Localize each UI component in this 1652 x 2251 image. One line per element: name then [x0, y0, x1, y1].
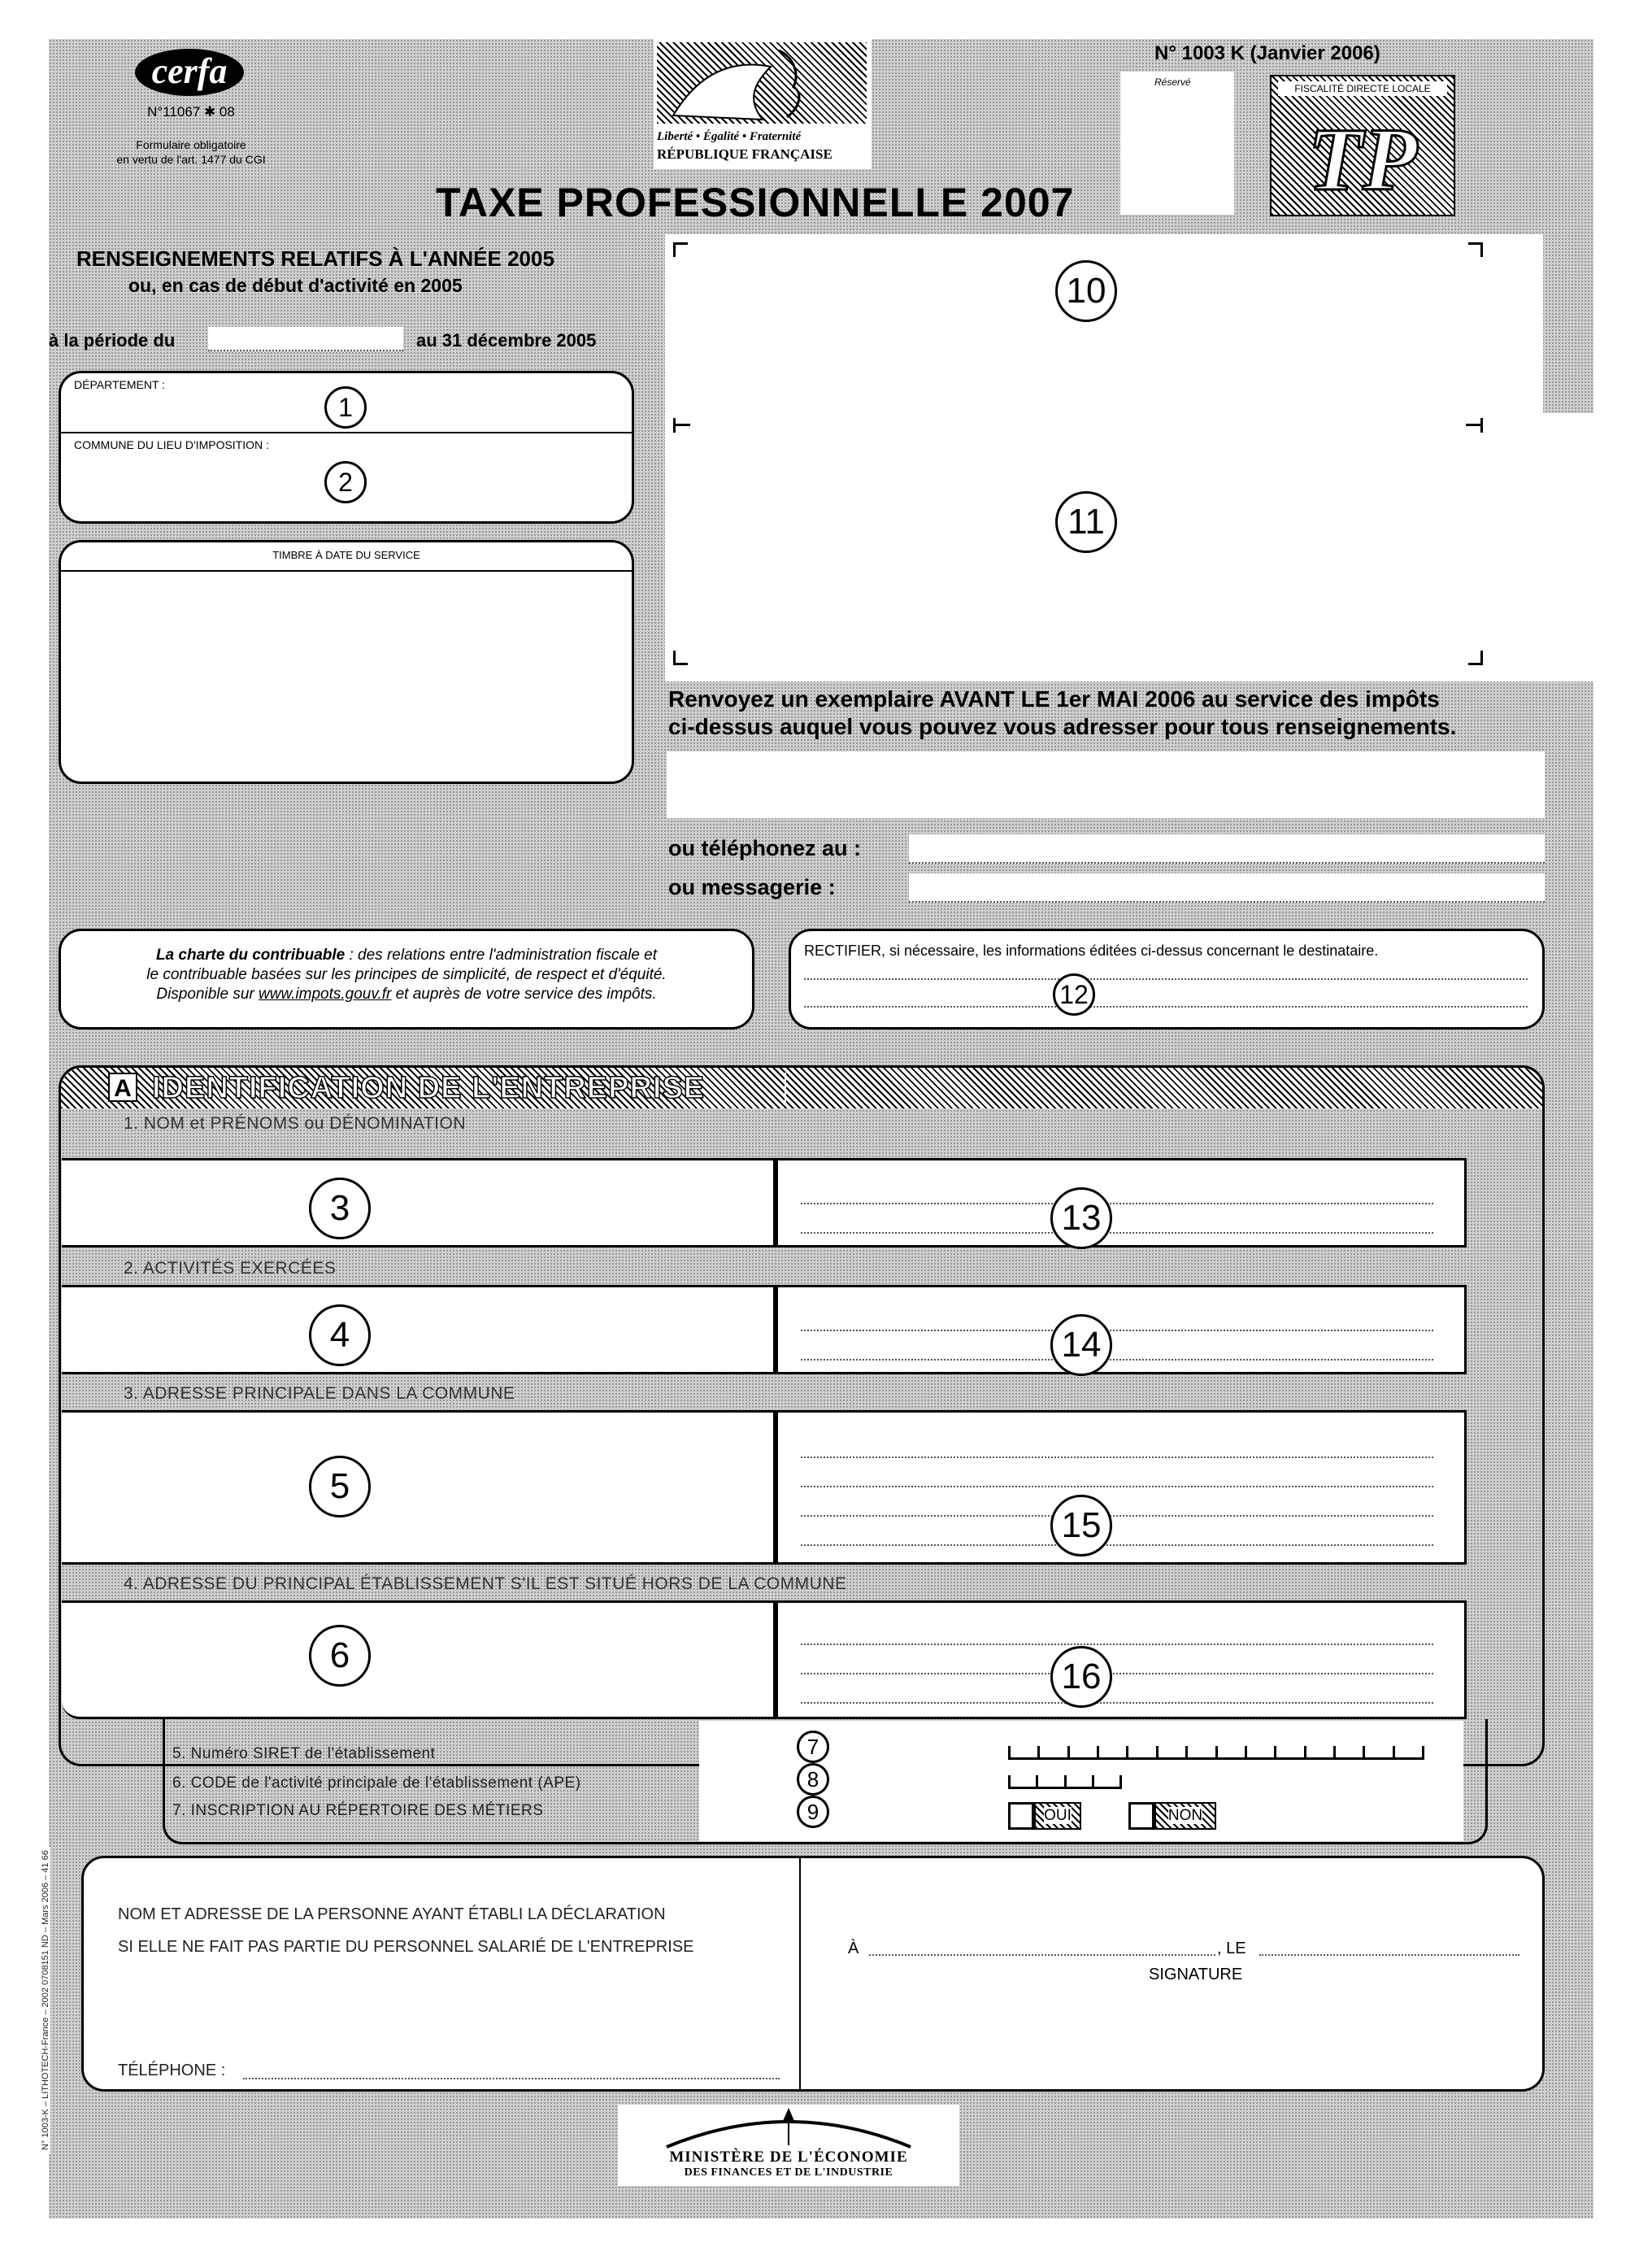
- mail-field[interactable]: [909, 873, 1545, 903]
- dotted-line: [801, 1515, 1433, 1517]
- rectifier-line: [804, 978, 1528, 980]
- fiscalite-label: FISCALITÉ DIRECTE LOCALE: [1278, 81, 1447, 96]
- mid-mark-left: [673, 418, 689, 433]
- return-notice-line-2: ci-dessus auquel vous pouvez vous adresser pour tous renseignements.: [668, 714, 1457, 739]
- period-title: RENSEIGNEMENTS RELATIFS À L'ANNÉE 2005: [76, 246, 554, 271]
- dotted-line: [801, 1456, 1433, 1458]
- marker-13: 13: [1050, 1187, 1112, 1249]
- field-1-label: 1. NOM et PRÉNOMS ou DÉNOMINATION: [124, 1114, 467, 1133]
- place-field[interactable]: [869, 1954, 1215, 1956]
- section-a-separator: [785, 1073, 786, 1104]
- comb-tick: [1274, 1746, 1276, 1757]
- form-sheet: [41, 39, 1593, 2218]
- marker-6: 6: [309, 1625, 371, 1687]
- charte-line-1: [69, 946, 744, 965]
- comb-tick: [1156, 1746, 1159, 1757]
- phone-field[interactable]: [909, 834, 1545, 864]
- marianne-emblem-icon: [657, 42, 867, 124]
- dotted-line: [801, 1359, 1433, 1361]
- comb-tick: [1036, 1775, 1038, 1787]
- address-window-lower: [665, 413, 1593, 681]
- ministry-logo: [618, 2105, 959, 2186]
- field-2-label: 2. ACTIVITÉS EXERCÉES: [124, 1259, 337, 1278]
- mail-label: ou messagerie :: [668, 875, 836, 899]
- declarant-phone-field[interactable]: [243, 2078, 780, 2079]
- reserved-label: Réservé: [1154, 76, 1191, 88]
- field-3-label: 3. ADRESSE PRINCIPALE DANS LA COMMUNE: [124, 1384, 515, 1403]
- marker-1: 1: [324, 386, 367, 429]
- charte-line-1-text: : des relations entre l'administration fiscale et: [345, 947, 658, 964]
- period-from-label: à la période du: [49, 330, 176, 350]
- field-2-right[interactable]: [776, 1285, 1467, 1374]
- signature-label: SIGNATURE: [1149, 1966, 1243, 1983]
- rectifier-text: RECTIFIER, si nécessaire, les informations éditées ci-dessus concernant le destinataire.: [804, 943, 1379, 959]
- timbre-divider: [61, 570, 632, 572]
- obligation-line-2: en vertu de l'art. 1477 du CGI: [116, 153, 266, 166]
- oui-label: [1034, 1802, 1081, 1830]
- corner-mark: [673, 242, 688, 257]
- corner-mark: [1468, 651, 1483, 665]
- period-subtitle: ou, en cas de début d'activité en 2005: [128, 275, 463, 296]
- cerfa-logo: cerfa: [135, 49, 244, 96]
- main-title: TAXE PROFESSIONNELLE 2007: [436, 180, 1075, 225]
- dotted-line: [801, 1673, 1433, 1674]
- cerfa-number: N°11067 ✱ 08: [147, 104, 235, 120]
- field-4-left[interactable]: [62, 1600, 776, 1719]
- marker-14: 14: [1050, 1314, 1112, 1376]
- reserved-box: [1120, 72, 1234, 215]
- marker-3: 3: [309, 1178, 371, 1239]
- republic-logo: [654, 39, 872, 169]
- corner-mark: [1468, 242, 1483, 257]
- comb-tick: [1092, 1775, 1094, 1787]
- marker-2: 2: [324, 461, 367, 503]
- dotted-line: [801, 1644, 1433, 1645]
- charte-line-3a: Disponible sur: [156, 986, 259, 1003]
- corner-mark: [673, 651, 688, 665]
- comb-tick: [1008, 1775, 1011, 1787]
- comb-tick: [1067, 1746, 1070, 1757]
- period-to-label: au 31 décembre 2005: [416, 330, 597, 350]
- location-divider: [61, 432, 632, 433]
- field-3-right[interactable]: [776, 1410, 1467, 1565]
- signature-divider: [799, 1858, 801, 2089]
- impots-link[interactable]: www.impots.gouv.fr: [259, 986, 392, 1003]
- siret-input[interactable]: [1008, 1740, 1424, 1760]
- tp-mark: TP: [1307, 110, 1418, 209]
- commune-label: COMMUNE DU LIEU D'IMPOSITION :: [74, 438, 269, 451]
- comb-tick: [1185, 1746, 1188, 1757]
- ministry-line-2: DES FINANCES ET DE L'INDUSTRIE: [684, 2166, 893, 2179]
- field-3-left[interactable]: [62, 1410, 776, 1565]
- section-a-letter: A: [108, 1073, 137, 1102]
- tp-box: [1270, 75, 1455, 216]
- side-print-text: N° 1003-K – LITHOTECH-France – 2002 0708151 ND – Mars 2006 – 41 66: [41, 1847, 50, 2153]
- departement-label: DÉPARTEMENT :: [74, 378, 166, 391]
- date-field[interactable]: [1259, 1954, 1519, 1956]
- marker-7: 7: [797, 1731, 829, 1763]
- comb-tick: [1245, 1746, 1247, 1757]
- comb-tick: [1333, 1746, 1336, 1757]
- charte-line-2: le contribuable basées sur les principes de simplicité, de respect et d'équité.: [146, 966, 667, 983]
- obligation-line-1: Formulaire obligatoire: [136, 138, 246, 151]
- marker-10: 10: [1055, 260, 1117, 322]
- comb-tick: [1064, 1775, 1067, 1787]
- comb-tick: [1304, 1746, 1306, 1757]
- republic-name: RÉPUBLIQUE FRANÇAISE: [657, 146, 833, 162]
- comb-tick: [1008, 1746, 1011, 1757]
- return-notice-line-1: Renvoyez un exemplaire AVANT LE 1er MAI 2006 au service des impôts: [668, 686, 1440, 712]
- marker-11: 11: [1055, 491, 1117, 553]
- comb-tick: [1037, 1746, 1040, 1757]
- dotted-line: [801, 1330, 1433, 1331]
- location-box: [59, 371, 634, 524]
- non-text: NON: [1167, 1807, 1203, 1824]
- dotted-line: [801, 1486, 1433, 1487]
- marker-4: 4: [309, 1304, 371, 1366]
- form-number: N° 1003 K (Janvier 2006): [1154, 42, 1380, 64]
- ape-label: 6. CODE de l'activité principale de l'établissement (APE): [172, 1774, 581, 1792]
- comb-tick: [1393, 1746, 1395, 1757]
- rectifier-box: [789, 929, 1545, 1030]
- timbre-label: TIMBRE À DATE DU SERVICE: [272, 549, 420, 561]
- charte-box: [59, 929, 754, 1030]
- marker-9: 9: [797, 1796, 829, 1828]
- ape-input[interactable]: [1008, 1771, 1122, 1789]
- mid-mark-right: [1467, 418, 1483, 433]
- comb-tick: [1215, 1746, 1218, 1757]
- declarant-line-1: NOM ET ADRESSE DE LA PERSONNE AYANT ÉTABLI LA DÉCLARATION: [118, 1905, 666, 1923]
- place-label: À: [848, 1940, 859, 1957]
- oui-checkbox[interactable]: [1008, 1802, 1034, 1830]
- signature-box: [81, 1856, 1545, 2092]
- phone-label: ou téléphonez au :: [668, 836, 862, 860]
- oui-text: OUI: [1044, 1807, 1072, 1824]
- charte-line-3b: et auprès de votre service des impôts.: [391, 986, 657, 1003]
- declarant-phone-label: TÉLÉPHONE :: [118, 2062, 226, 2079]
- charte-bold: La charte du contribuable: [155, 947, 346, 964]
- dotted-line: [801, 1232, 1433, 1234]
- comb-tick: [1422, 1746, 1424, 1757]
- dotted-line: [801, 1203, 1433, 1204]
- motto: Liberté • Égalité • Fraternité: [657, 130, 802, 143]
- comb-tick: [1097, 1746, 1099, 1757]
- rectifier-line: [804, 1006, 1528, 1008]
- marker-12: 12: [1053, 973, 1095, 1016]
- marker-5: 5: [309, 1456, 371, 1517]
- non-label: [1154, 1802, 1216, 1830]
- field-4-right[interactable]: [776, 1600, 1467, 1719]
- field-1-right[interactable]: [776, 1158, 1467, 1247]
- ministry-line-1: MINISTÈRE DE L'ÉCONOMIE: [669, 2149, 908, 2166]
- declarant-line-2: SI ELLE NE FAIT PAS PARTIE DU PERSONNEL SALARIÉ DE L'ENTREPRISE: [118, 1938, 694, 1956]
- field-2-left[interactable]: [62, 1285, 776, 1374]
- field-4-label: 4. ADRESSE DU PRINCIPAL ÉTABLISSEMENT S'IL EST SITUÉ HORS DE LA COMMUNE: [124, 1574, 847, 1593]
- section-a-title: IDENTIFICATION DE L'ENTREPRISE: [152, 1071, 706, 1105]
- signature-field[interactable]: [815, 1988, 1531, 2078]
- comb-tick: [1126, 1746, 1128, 1757]
- timbre-box: [59, 540, 634, 784]
- ministry-arc-icon: [618, 2105, 959, 2150]
- section-a-header: [61, 1068, 1542, 1108]
- charte-line-3: [69, 985, 744, 1004]
- comb-tick: [1119, 1775, 1122, 1787]
- marker-8: 8: [797, 1763, 829, 1796]
- marker-15: 15: [1050, 1495, 1112, 1557]
- field-1-left[interactable]: [62, 1158, 776, 1247]
- date-label: , LE: [1217, 1940, 1246, 1957]
- service-address-field[interactable]: [667, 751, 1545, 818]
- marker-16: 16: [1050, 1646, 1112, 1708]
- side-print: [41, 1828, 57, 2153]
- dotted-line: [801, 1702, 1433, 1704]
- comb-tick: [1363, 1746, 1365, 1757]
- dotted-line: [801, 1544, 1433, 1546]
- siret-label: 5. Numéro SIRET de l'établissement: [172, 1745, 436, 1762]
- period-start-input[interactable]: [208, 327, 403, 351]
- rm-label: 7. INSCRIPTION AU RÉPERTOIRE DES MÉTIERS: [172, 1802, 544, 1819]
- non-checkbox[interactable]: [1128, 1802, 1154, 1830]
